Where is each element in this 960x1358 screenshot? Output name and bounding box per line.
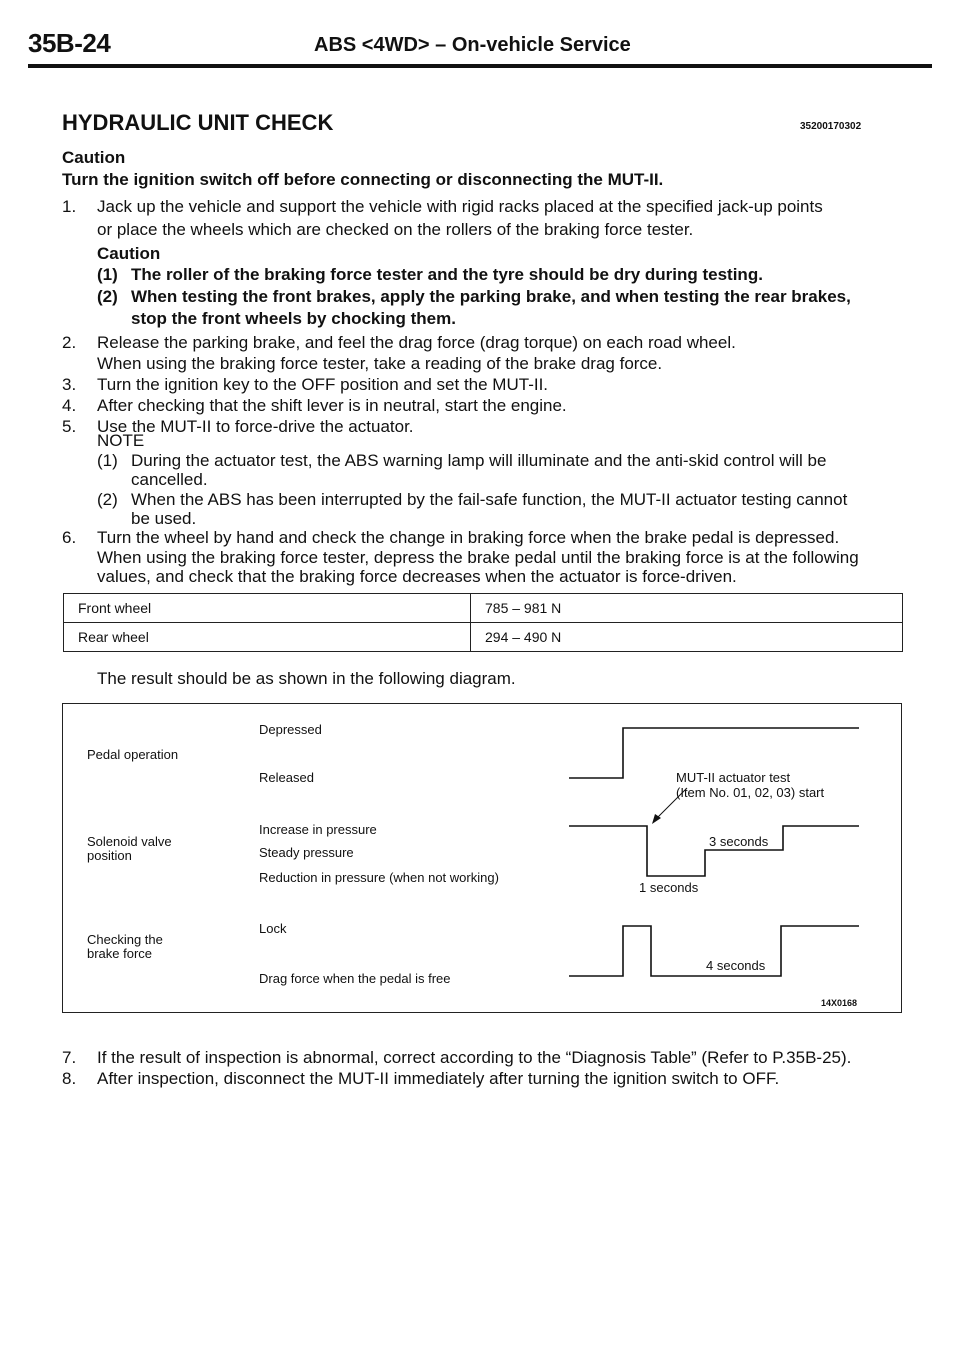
table-cell-value: 785 – 981 N xyxy=(471,594,903,623)
note-item-2-line-2: be used. xyxy=(131,509,197,528)
note-item-number: (2) xyxy=(97,490,118,509)
table-row xyxy=(64,594,903,623)
callout-line-2: (Item No. 01, 02, 03) start xyxy=(676,785,825,800)
step-number: 4. xyxy=(62,396,77,415)
solenoid-waveform xyxy=(569,826,859,876)
waveform-traces xyxy=(63,704,903,1014)
step-number: 1. xyxy=(62,197,77,216)
caution-item-number: (2) xyxy=(97,287,118,306)
steady-pressure-label: Steady pressure xyxy=(259,845,354,860)
one-seconds-label: 1 seconds xyxy=(639,880,699,895)
released-label: Released xyxy=(259,770,314,785)
caution-label: Caution xyxy=(62,148,126,167)
step-number: 7. xyxy=(62,1048,77,1067)
caution-item-2-line-1: When testing the front brakes, apply the parking brake, and when testing the rear brakes, xyxy=(131,287,851,306)
note-item-1-line-1: During the actuator test, the ABS warning lamp will illuminate and the anti-skid control will be xyxy=(131,451,827,470)
depressed-label: Depressed xyxy=(259,722,322,737)
step-number: 5. xyxy=(62,417,77,436)
step-1-line-1: Jack up the vehicle and support the vehicle with rigid racks placed at the specified jack-up points xyxy=(97,197,823,216)
pedal-waveform xyxy=(569,728,859,778)
step-number: 8. xyxy=(62,1069,77,1088)
four-seconds-label: 4 seconds xyxy=(706,958,766,973)
braking-force-spec-table xyxy=(63,593,903,652)
callout-line-1: MUT-II actuator test xyxy=(676,770,791,785)
section-code: 35200170302 xyxy=(800,121,862,132)
step-2-line-1: Release the parking brake, and feel the drag force (drag torque) on each road wheel. xyxy=(97,333,736,352)
caution-text: Turn the ignition switch off before connecting or disconnecting the MUT-II. xyxy=(62,170,664,189)
note-item-1-line-2: cancelled. xyxy=(131,470,208,489)
callout-leader xyxy=(657,788,687,818)
step-6-line-2: When using the braking force tester, depress the brake pedal until the braking force is at the following xyxy=(97,548,859,567)
step-1-line-2: or place the wheels which are checked on the rollers of the braking force tester. xyxy=(97,220,694,239)
step-3-line-1: Turn the ignition key to the OFF position and set the MUT-II. xyxy=(97,375,549,394)
reduction-pressure-label: Reduction in pressure (when not working) xyxy=(259,870,499,885)
checking-brake-force-label-2: brake force xyxy=(87,946,153,961)
table-cell-label: Front wheel xyxy=(64,594,471,623)
note-item-number: (1) xyxy=(97,451,118,470)
figure-id: 14X0168 xyxy=(821,998,858,1008)
diagram-intro: The result should be as shown in the following diagram. xyxy=(97,669,516,688)
caution-item-number: (1) xyxy=(97,265,118,284)
step-number: 6. xyxy=(62,528,77,547)
step-caution-label: Caution xyxy=(97,244,161,263)
brake-force-waveform xyxy=(569,926,859,976)
step-6-line-1: Turn the wheel by hand and check the change in braking force when the brake pedal is depressed. xyxy=(97,528,840,547)
step-4-line-1: After checking that the shift lever is in neutral, start the engine. xyxy=(97,396,567,415)
table-cell-label: Rear wheel xyxy=(64,623,471,652)
step-5-line-1: Use the MUT-II to force-drive the actuator. xyxy=(97,417,414,436)
increase-pressure-label: Increase in pressure xyxy=(259,822,377,837)
page-number: 35B-24 xyxy=(28,28,111,58)
table-cell-value: 294 – 490 N xyxy=(471,623,903,652)
timing-diagram xyxy=(62,703,902,1013)
step-2-line-2: When using the braking force tester, take a reading of the brake drag force. xyxy=(97,354,663,373)
step-number: 3. xyxy=(62,375,77,394)
table-row xyxy=(64,623,903,652)
note-item-2-line-1: When the ABS has been interrupted by the fail-safe function, the MUT-II actuator testing cannot xyxy=(131,490,848,509)
pedal-operation-label: Pedal operation xyxy=(87,747,179,762)
solenoid-valve-label-2: position xyxy=(87,848,132,863)
page-header-title: ABS <4WD> – On-vehicle Service xyxy=(314,34,631,56)
step-number: 2. xyxy=(62,333,77,352)
header-rule xyxy=(28,64,932,68)
three-seconds-label: 3 seconds xyxy=(709,834,769,849)
caution-item-1: The roller of the braking force tester and the tyre should be dry during testing. xyxy=(131,265,763,284)
section-title: HYDRAULIC UNIT CHECK xyxy=(62,110,334,135)
note-label: NOTE xyxy=(97,431,145,450)
caution-item-2-line-2: stop the front wheels by chocking them. xyxy=(131,309,456,328)
solenoid-valve-label-1: Solenoid valve xyxy=(87,834,172,849)
drag-force-label: Drag force when the pedal is free xyxy=(259,971,451,986)
step-8-line-1: After inspection, disconnect the MUT-II immediately after turning the ignition switch to OFF. xyxy=(97,1069,780,1088)
step-7-line-1: If the result of inspection is abnormal, correct according to the “Diagnosis Table” (Refer to P.35B-25). xyxy=(97,1048,852,1067)
checking-brake-force-label-1: Checking the xyxy=(87,932,163,947)
lock-label: Lock xyxy=(259,921,287,936)
step-6-line-3: values, and check that the braking force decreases when the actuator is force-driven. xyxy=(97,567,737,586)
